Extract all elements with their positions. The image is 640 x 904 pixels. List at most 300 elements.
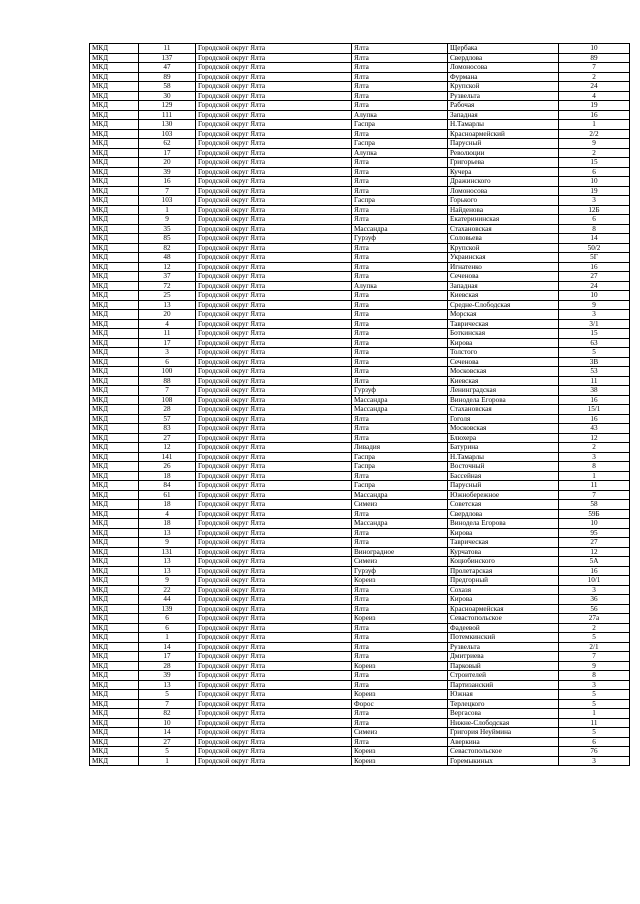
table-row — [90, 424, 630, 434]
table-row — [90, 329, 630, 339]
cell-house: 10 — [559, 44, 630, 54]
table-row — [90, 747, 630, 757]
cell-municipality: Городской округ Ялта — [196, 490, 352, 500]
cell-municipality: Городской округ Ялта — [196, 63, 352, 73]
cell-number: 129 — [139, 101, 196, 111]
cell-locality: Ялта — [352, 262, 448, 272]
cell-locality: Массандра — [352, 519, 448, 529]
cell-locality: Виноградное — [352, 547, 448, 557]
table-row — [90, 196, 630, 206]
cell-street: Красноармейская — [448, 604, 559, 614]
cell-house: 38 — [559, 386, 630, 396]
table-row — [90, 756, 630, 766]
cell-locality: Симеиз — [352, 728, 448, 738]
table-row — [90, 348, 630, 358]
cell-house: 63 — [559, 338, 630, 348]
cell-locality: Ялта — [352, 310, 448, 320]
table-row — [90, 310, 630, 320]
cell-house: 16 — [559, 414, 630, 424]
cell-number: 7 — [139, 186, 196, 196]
cell-type: МКД — [90, 547, 139, 557]
cell-type: МКД — [90, 72, 139, 82]
cell-street: Аверкина — [448, 737, 559, 747]
cell-locality: Ялта — [352, 158, 448, 168]
cell-house: 11 — [559, 718, 630, 728]
cell-house: 2/1 — [559, 642, 630, 652]
cell-type: МКД — [90, 101, 139, 111]
cell-number: 6 — [139, 623, 196, 633]
cell-number: 137 — [139, 53, 196, 63]
cell-street: Красноармейский — [448, 129, 559, 139]
cell-house: 2 — [559, 148, 630, 158]
cell-locality: Ялта — [352, 585, 448, 595]
cell-locality: Ялта — [352, 376, 448, 386]
table-row — [90, 376, 630, 386]
cell-municipality: Городской округ Ялта — [196, 338, 352, 348]
cell-locality: Ялта — [352, 82, 448, 92]
cell-type: МКД — [90, 281, 139, 291]
cell-number: 14 — [139, 728, 196, 738]
table-row — [90, 737, 630, 747]
table-row — [90, 234, 630, 244]
cell-locality: Ялта — [352, 177, 448, 187]
table-row — [90, 158, 630, 168]
cell-street: Киевская — [448, 376, 559, 386]
cell-type: МКД — [90, 500, 139, 510]
table-row — [90, 728, 630, 738]
cell-street: Восточный — [448, 462, 559, 472]
cell-house: 6 — [559, 167, 630, 177]
cell-number: 18 — [139, 500, 196, 510]
cell-municipality: Городской округ Ялта — [196, 547, 352, 557]
cell-number: 83 — [139, 424, 196, 434]
cell-municipality: Городской округ Ялта — [196, 671, 352, 681]
cell-number: 100 — [139, 367, 196, 377]
cell-house: 5 — [559, 699, 630, 709]
cell-type: МКД — [90, 443, 139, 453]
cell-type: МКД — [90, 158, 139, 168]
cell-locality: Кореиз — [352, 747, 448, 757]
cell-number: 13 — [139, 300, 196, 310]
cell-locality: Гаспра — [352, 452, 448, 462]
cell-locality: Кореиз — [352, 756, 448, 766]
cell-number: 103 — [139, 196, 196, 206]
cell-street: Севастопольское — [448, 614, 559, 624]
cell-house: 19 — [559, 186, 630, 196]
cell-number: 4 — [139, 319, 196, 329]
table-row — [90, 614, 630, 624]
table-row — [90, 490, 630, 500]
cell-type: МКД — [90, 538, 139, 548]
cell-type: МКД — [90, 110, 139, 120]
cell-number: 62 — [139, 139, 196, 149]
cell-locality: Ялта — [352, 433, 448, 443]
cell-type: МКД — [90, 595, 139, 605]
cell-street: Крупской — [448, 82, 559, 92]
cell-house: 19 — [559, 101, 630, 111]
cell-type: МКД — [90, 737, 139, 747]
cell-street: Щербака — [448, 44, 559, 54]
cell-street: Кучера — [448, 167, 559, 177]
cell-type: МКД — [90, 395, 139, 405]
cell-number: 1 — [139, 633, 196, 643]
cell-locality: Ливадия — [352, 443, 448, 453]
cell-street: Московская — [448, 424, 559, 434]
cell-street: Парусный — [448, 481, 559, 491]
cell-municipality: Городской округ Ялта — [196, 414, 352, 424]
cell-municipality: Городской округ Ялта — [196, 576, 352, 586]
cell-number: 14 — [139, 642, 196, 652]
cell-house: 1 — [559, 120, 630, 130]
cell-municipality: Городской округ Ялта — [196, 82, 352, 92]
cell-locality: Ялта — [352, 737, 448, 747]
cell-locality: Гурзуф — [352, 234, 448, 244]
cell-number: 17 — [139, 148, 196, 158]
cell-street: Парковый — [448, 661, 559, 671]
table-row — [90, 585, 630, 595]
cell-street: Южнобережное — [448, 490, 559, 500]
table-row — [90, 291, 630, 301]
cell-number: 28 — [139, 405, 196, 415]
cell-municipality: Городской округ Ялта — [196, 357, 352, 367]
cell-type: МКД — [90, 215, 139, 225]
cell-locality: Ялта — [352, 215, 448, 225]
cell-locality: Ялта — [352, 167, 448, 177]
table-row — [90, 471, 630, 481]
table-row — [90, 623, 630, 633]
cell-type: МКД — [90, 699, 139, 709]
cell-house: 3 — [559, 585, 630, 595]
cell-street: Потемкинский — [448, 633, 559, 643]
cell-locality: Ялта — [352, 44, 448, 54]
cell-type: МКД — [90, 44, 139, 54]
cell-house: 15/1 — [559, 405, 630, 415]
cell-street: Сеченова — [448, 357, 559, 367]
cell-street: Московская — [448, 367, 559, 377]
cell-type: МКД — [90, 424, 139, 434]
table-row — [90, 652, 630, 662]
cell-house: 76 — [559, 747, 630, 757]
table-row — [90, 405, 630, 415]
cell-street: Фурмана — [448, 72, 559, 82]
cell-locality: Ялта — [352, 471, 448, 481]
cell-locality: Ялта — [352, 300, 448, 310]
cell-house: 3/1 — [559, 319, 630, 329]
cell-street: Рабочая — [448, 101, 559, 111]
cell-house: 24 — [559, 281, 630, 291]
cell-municipality: Городской округ Ялта — [196, 747, 352, 757]
cell-municipality: Городской округ Ялта — [196, 405, 352, 415]
cell-municipality: Городской округ Ялта — [196, 462, 352, 472]
cell-number: 9 — [139, 576, 196, 586]
cell-type: МКД — [90, 585, 139, 595]
cell-locality: Ялта — [352, 357, 448, 367]
table-row — [90, 167, 630, 177]
cell-type: МКД — [90, 177, 139, 187]
cell-number: 111 — [139, 110, 196, 120]
table-row — [90, 367, 630, 377]
table-row — [90, 129, 630, 139]
cell-house: 24 — [559, 82, 630, 92]
cell-municipality: Городской округ Ялта — [196, 148, 352, 158]
cell-locality: Массандра — [352, 395, 448, 405]
cell-number: 48 — [139, 253, 196, 263]
table-row — [90, 82, 630, 92]
cell-street: Средне-Слободская — [448, 300, 559, 310]
cell-locality: Ялта — [352, 671, 448, 681]
cell-number: 5 — [139, 747, 196, 757]
cell-street: Ленинградская — [448, 386, 559, 396]
table-row — [90, 566, 630, 576]
cell-locality: Ялта — [352, 63, 448, 73]
table-row — [90, 338, 630, 348]
cell-number: 3 — [139, 348, 196, 358]
table-row — [90, 699, 630, 709]
cell-street: Южная — [448, 690, 559, 700]
cell-house: 12 — [559, 433, 630, 443]
cell-house: 7 — [559, 63, 630, 73]
table-body — [90, 44, 630, 766]
table-row — [90, 186, 630, 196]
cell-house: 3 — [559, 756, 630, 766]
cell-street: Боткинская — [448, 329, 559, 339]
cell-street: Западная — [448, 110, 559, 120]
table-row — [90, 557, 630, 567]
cell-number: 4 — [139, 509, 196, 519]
cell-locality: Симеиз — [352, 500, 448, 510]
cell-municipality: Городской округ Ялта — [196, 471, 352, 481]
cell-number: 9 — [139, 215, 196, 225]
cell-locality: Ялта — [352, 718, 448, 728]
cell-number: 13 — [139, 566, 196, 576]
cell-street: Горемыкиных — [448, 756, 559, 766]
cell-type: МКД — [90, 623, 139, 633]
cell-street: Киевская — [448, 291, 559, 301]
cell-type: МКД — [90, 139, 139, 149]
cell-locality: Ялта — [352, 595, 448, 605]
cell-street: Революции — [448, 148, 559, 158]
cell-type: МКД — [90, 53, 139, 63]
cell-municipality: Городской округ Ялта — [196, 386, 352, 396]
cell-municipality: Городской округ Ялта — [196, 272, 352, 282]
cell-locality: Ялта — [352, 91, 448, 101]
cell-house: 10 — [559, 177, 630, 187]
cell-locality: Алупка — [352, 148, 448, 158]
table-row — [90, 718, 630, 728]
cell-street: Дмитриева — [448, 652, 559, 662]
cell-street: Парусный — [448, 139, 559, 149]
cell-type: МКД — [90, 234, 139, 244]
cell-number: 39 — [139, 167, 196, 177]
cell-municipality: Городской округ Ялта — [196, 519, 352, 529]
cell-type: МКД — [90, 196, 139, 206]
cell-number: 108 — [139, 395, 196, 405]
cell-street: Н.Тамарлы — [448, 120, 559, 130]
cell-number: 5 — [139, 690, 196, 700]
cell-locality: Гаспра — [352, 196, 448, 206]
cell-street: Советская — [448, 500, 559, 510]
cell-street: Григория Неуймина — [448, 728, 559, 738]
cell-type: МКД — [90, 519, 139, 529]
cell-number: 22 — [139, 585, 196, 595]
cell-house: 89 — [559, 53, 630, 63]
cell-number: 1 — [139, 756, 196, 766]
cell-house: 5 — [559, 728, 630, 738]
table-row — [90, 253, 630, 263]
cell-type: МКД — [90, 718, 139, 728]
cell-type: МКД — [90, 367, 139, 377]
cell-street: Терлецкого — [448, 699, 559, 709]
cell-locality: Ялта — [352, 338, 448, 348]
cell-house: 16 — [559, 262, 630, 272]
table-row — [90, 395, 630, 405]
cell-house: 2 — [559, 623, 630, 633]
cell-street: Ломоносова — [448, 186, 559, 196]
table-row — [90, 500, 630, 510]
cell-type: МКД — [90, 452, 139, 462]
cell-type: МКД — [90, 576, 139, 586]
cell-locality: Гаспра — [352, 139, 448, 149]
cell-house: 9 — [559, 661, 630, 671]
cell-type: МКД — [90, 661, 139, 671]
cell-type: МКД — [90, 652, 139, 662]
cell-municipality: Городской округ Ялта — [196, 604, 352, 614]
cell-municipality: Городской округ Ялта — [196, 167, 352, 177]
cell-street: Григорьева — [448, 158, 559, 168]
cell-municipality: Городской округ Ялта — [196, 680, 352, 690]
cell-number: 10 — [139, 718, 196, 728]
cell-municipality: Городской округ Ялта — [196, 91, 352, 101]
cell-house: 3 — [559, 196, 630, 206]
cell-street: Курчатова — [448, 547, 559, 557]
cell-municipality: Городской округ Ялта — [196, 585, 352, 595]
cell-number: 6 — [139, 614, 196, 624]
cell-number: 20 — [139, 310, 196, 320]
table-row — [90, 224, 630, 234]
cell-street: Кирова — [448, 338, 559, 348]
cell-number: 139 — [139, 604, 196, 614]
cell-municipality: Городской округ Ялта — [196, 139, 352, 149]
cell-house: 56 — [559, 604, 630, 614]
table-row — [90, 661, 630, 671]
table-row — [90, 110, 630, 120]
cell-number: 18 — [139, 519, 196, 529]
cell-locality: Массандра — [352, 224, 448, 234]
cell-street: Стахановская — [448, 405, 559, 415]
cell-locality: Гурзуф — [352, 386, 448, 396]
cell-number: 28 — [139, 661, 196, 671]
cell-house: 3 — [559, 310, 630, 320]
cell-type: МКД — [90, 386, 139, 396]
cell-house: 53 — [559, 367, 630, 377]
cell-type: МКД — [90, 300, 139, 310]
cell-municipality: Городской округ Ялта — [196, 566, 352, 576]
table-row — [90, 148, 630, 158]
cell-locality: Кореиз — [352, 661, 448, 671]
cell-locality: Ялта — [352, 623, 448, 633]
cell-type: МКД — [90, 642, 139, 652]
cell-number: 89 — [139, 72, 196, 82]
cell-house: 16 — [559, 395, 630, 405]
cell-locality: Кореиз — [352, 690, 448, 700]
cell-type: МКД — [90, 709, 139, 719]
table-row — [90, 604, 630, 614]
cell-number: 85 — [139, 234, 196, 244]
cell-type: МКД — [90, 357, 139, 367]
cell-municipality: Городской округ Ялта — [196, 291, 352, 301]
cell-locality: Кореиз — [352, 614, 448, 624]
cell-street: Севастопольское — [448, 747, 559, 757]
cell-locality: Кореиз — [352, 576, 448, 586]
cell-locality: Гаспра — [352, 120, 448, 130]
cell-municipality: Городской округ Ялта — [196, 196, 352, 206]
cell-type: МКД — [90, 205, 139, 215]
cell-locality: Ялта — [352, 253, 448, 263]
cell-street: Соловьева — [448, 234, 559, 244]
table-row — [90, 386, 630, 396]
cell-house: 2 — [559, 443, 630, 453]
cell-locality: Ялта — [352, 129, 448, 139]
cell-municipality: Городской округ Ялта — [196, 433, 352, 443]
cell-municipality: Городской округ Ялта — [196, 699, 352, 709]
cell-street: Рузвельта — [448, 91, 559, 101]
cell-type: МКД — [90, 462, 139, 472]
cell-locality: Ялта — [352, 243, 448, 253]
cell-municipality: Городской округ Ялта — [196, 376, 352, 386]
cell-locality: Ялта — [352, 680, 448, 690]
table-row — [90, 120, 630, 130]
cell-street: Стахановская — [448, 224, 559, 234]
cell-municipality: Городской округ Ялта — [196, 661, 352, 671]
table-row — [90, 709, 630, 719]
cell-locality: Ялта — [352, 652, 448, 662]
table-row — [90, 680, 630, 690]
cell-number: 39 — [139, 671, 196, 681]
cell-type: МКД — [90, 433, 139, 443]
table-row — [90, 595, 630, 605]
cell-number: 1 — [139, 205, 196, 215]
cell-number: 72 — [139, 281, 196, 291]
cell-house: 1 — [559, 709, 630, 719]
cell-type: МКД — [90, 243, 139, 253]
cell-type: МКД — [90, 148, 139, 158]
cell-locality: Ялта — [352, 367, 448, 377]
table-row — [90, 576, 630, 586]
cell-locality: Ялта — [352, 633, 448, 643]
cell-municipality: Городской округ Ялта — [196, 452, 352, 462]
cell-municipality: Городской округ Ялта — [196, 718, 352, 728]
cell-locality: Массандра — [352, 490, 448, 500]
cell-type: МКД — [90, 224, 139, 234]
cell-street: Таврическая — [448, 319, 559, 329]
cell-house: 5А — [559, 557, 630, 567]
cell-number: 11 — [139, 44, 196, 54]
cell-locality: Ялта — [352, 319, 448, 329]
cell-house: 95 — [559, 528, 630, 538]
cell-number: 27 — [139, 433, 196, 443]
cell-house: 10 — [559, 291, 630, 301]
cell-number: 11 — [139, 329, 196, 339]
cell-municipality: Городской округ Ялта — [196, 72, 352, 82]
cell-street: Кирова — [448, 595, 559, 605]
cell-house: 2 — [559, 72, 630, 82]
cell-type: МКД — [90, 680, 139, 690]
cell-locality: Ялта — [352, 424, 448, 434]
cell-locality: Ялта — [352, 186, 448, 196]
cell-number: 30 — [139, 91, 196, 101]
cell-house: 12Б — [559, 205, 630, 215]
cell-street: Горького — [448, 196, 559, 206]
